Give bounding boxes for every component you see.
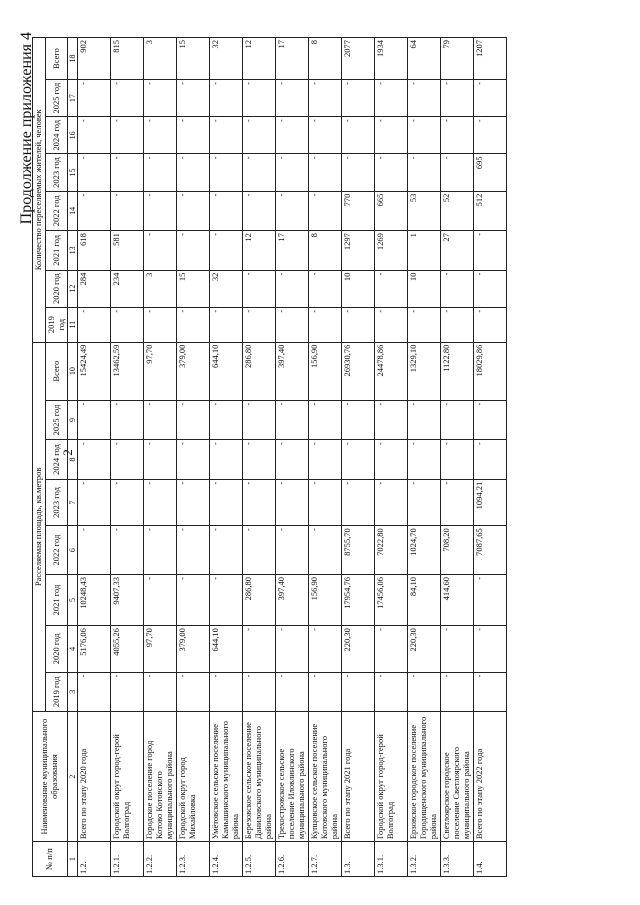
area-value: - [78, 479, 111, 525]
header-people-year: 2023 год [45, 154, 68, 191]
people-value: - [144, 231, 177, 271]
area-value: 7022,80 [375, 526, 408, 575]
people-total: 815 [111, 38, 144, 80]
people-value: - [375, 270, 408, 307]
people-value: - [78, 80, 111, 117]
area-value: - [309, 479, 342, 525]
people-total: 64 [408, 38, 441, 80]
people-value: 27 [441, 231, 474, 271]
table-row [441, 38, 474, 877]
row-number: 1.3.1. [375, 842, 408, 877]
header-people-year: 2020 год [45, 270, 68, 307]
area-value: 220,30 [408, 626, 441, 672]
area-value: 9407,33 [111, 574, 144, 625]
area-value: 8755,70 [342, 526, 375, 575]
area-value: - [177, 440, 210, 480]
area-value: - [441, 440, 474, 480]
table-row [243, 38, 276, 877]
people-value: - [276, 117, 309, 154]
people-value: - [78, 154, 111, 191]
municipality-name: Всего по этапу 2020 года [78, 712, 111, 842]
area-value: - [375, 672, 408, 712]
people-value: - [342, 307, 375, 342]
people-value: - [375, 80, 408, 117]
column-number: 8 [68, 440, 78, 480]
header-area-year: 2020 год [45, 626, 68, 672]
people-value: - [441, 307, 474, 342]
area-value: - [177, 574, 210, 625]
area-value: - [78, 526, 111, 575]
header-area-total: Всего [45, 342, 68, 400]
area-value: 397,40 [276, 574, 309, 625]
header-area-year: 2019 год [45, 672, 68, 712]
people-value: - [177, 154, 210, 191]
area-total: 13462,59 [111, 342, 144, 400]
column-number: 10 [68, 342, 78, 400]
people-value: - [243, 117, 276, 154]
people-value: - [177, 307, 210, 342]
area-value: - [408, 400, 441, 440]
people-value: - [309, 270, 342, 307]
area-value: - [375, 479, 408, 525]
people-value: - [111, 117, 144, 154]
area-value: 97,70 [144, 626, 177, 672]
column-number: 13 [68, 231, 78, 271]
area-value: 644,10 [210, 626, 243, 672]
column-number: 11 [68, 307, 78, 342]
people-value: - [408, 117, 441, 154]
area-value: - [177, 672, 210, 712]
area-value: - [243, 672, 276, 712]
people-value: 1 [408, 231, 441, 271]
area-value: - [78, 672, 111, 712]
people-value: - [243, 307, 276, 342]
column-number: 16 [68, 117, 78, 154]
area-value: - [144, 526, 177, 575]
header-people-year: 2019 год [45, 307, 68, 342]
area-value: - [408, 672, 441, 712]
people-value: 10 [342, 270, 375, 307]
area-value: - [309, 440, 342, 480]
people-value: - [408, 154, 441, 191]
area-value: - [408, 440, 441, 480]
people-value: 3 [144, 270, 177, 307]
area-total: 26930,76 [342, 342, 375, 400]
municipality-name: Городской округ город-герой Волгоград [375, 712, 408, 842]
area-total: 156,90 [309, 342, 342, 400]
area-total: 24478,86 [375, 342, 408, 400]
header-area-group: Расселяемая площадь, кв.метров [33, 342, 46, 711]
row-number: 1.2.6. [276, 842, 309, 877]
municipality-name: Березовское сельское поселение Даниловского муниципального района [243, 712, 276, 842]
people-value: 52 [441, 191, 474, 231]
people-value: 618 [78, 231, 111, 271]
people-value: 234 [111, 270, 144, 307]
column-number: 3 [68, 672, 78, 712]
people-value: - [177, 80, 210, 117]
area-value: - [210, 440, 243, 480]
area-total: 18029,86 [474, 342, 507, 400]
people-total: 15 [177, 38, 210, 80]
area-value: - [342, 479, 375, 525]
area-value: - [474, 574, 507, 625]
area-value: - [309, 672, 342, 712]
people-value: - [342, 154, 375, 191]
row-number: 1.2.7. [309, 842, 342, 877]
area-value: - [309, 626, 342, 672]
header-people-year: 2025 год [45, 80, 68, 117]
table-row [276, 38, 309, 877]
area-value: - [243, 479, 276, 525]
people-value: 1297 [342, 231, 375, 271]
people-value: - [309, 307, 342, 342]
area-value: - [276, 400, 309, 440]
header-people-year: 2024 год [45, 117, 68, 154]
area-value: - [177, 400, 210, 440]
people-total: 3 [144, 38, 177, 80]
people-total: 32 [210, 38, 243, 80]
area-value: - [375, 400, 408, 440]
municipality-name: Городское поселение город Котово Котовского муниципального района [144, 712, 177, 842]
people-value: - [111, 191, 144, 231]
people-value: - [210, 231, 243, 271]
area-value: - [441, 672, 474, 712]
row-number: 1.2.2. [144, 842, 177, 877]
municipality-name: Всего по этапу 2021 года [342, 712, 375, 842]
area-value: - [111, 672, 144, 712]
table-row [78, 38, 111, 877]
people-value: - [474, 270, 507, 307]
people-value: 1269 [375, 231, 408, 271]
row-number: 1.2.4. [210, 842, 243, 877]
people-value: - [375, 117, 408, 154]
header-people-total: Всего [45, 38, 68, 80]
people-value: - [78, 307, 111, 342]
people-value: - [177, 117, 210, 154]
area-value: - [111, 400, 144, 440]
people-value: 53 [408, 191, 441, 231]
municipality-name: Трехостровское сельское поселение Иловлинского муниципального района [276, 712, 309, 842]
people-value: - [144, 191, 177, 231]
area-value: - [276, 479, 309, 525]
area-value: - [210, 672, 243, 712]
people-value: - [78, 117, 111, 154]
people-total: 79 [441, 38, 474, 80]
area-total: 15424,49 [78, 342, 111, 400]
area-value: - [309, 526, 342, 575]
header-area-year: 2023 год [45, 479, 68, 525]
row-number: 1.3.2. [408, 842, 441, 877]
people-value: - [210, 80, 243, 117]
row-number: 1.2.1. [111, 842, 144, 877]
area-value: - [474, 440, 507, 480]
people-value: - [474, 117, 507, 154]
people-value: - [111, 154, 144, 191]
people-value: - [144, 307, 177, 342]
people-total: 1207 [474, 38, 507, 80]
people-value: - [441, 270, 474, 307]
area-value: - [144, 479, 177, 525]
people-value: 15 [177, 270, 210, 307]
header-people-year: 2022 год [45, 191, 68, 231]
table-row [474, 38, 507, 877]
table-row [210, 38, 243, 877]
header-area-year: 2025 год [45, 400, 68, 440]
area-value: - [276, 626, 309, 672]
area-value: - [342, 440, 375, 480]
area-value: - [276, 672, 309, 712]
area-value: - [474, 626, 507, 672]
people-value: - [276, 80, 309, 117]
people-value: - [309, 117, 342, 154]
people-value: - [408, 307, 441, 342]
column-number: 4 [68, 626, 78, 672]
people-value: 770 [342, 191, 375, 231]
column-number: 1 [68, 842, 78, 877]
resettlement-table [32, 37, 507, 877]
area-value: - [342, 672, 375, 712]
people-value: - [177, 191, 210, 231]
area-value: 5176,06 [78, 626, 111, 672]
area-value: - [243, 440, 276, 480]
area-value: - [177, 526, 210, 575]
area-value: - [111, 526, 144, 575]
people-value: - [276, 270, 309, 307]
people-value: 581 [111, 231, 144, 271]
people-total: 8 [309, 38, 342, 80]
people-total: 17 [276, 38, 309, 80]
column-number: 15 [68, 154, 78, 191]
area-value: - [408, 479, 441, 525]
people-value: - [111, 80, 144, 117]
area-value: - [210, 574, 243, 625]
area-value: 7087,65 [474, 526, 507, 575]
area-value: - [441, 626, 474, 672]
column-numbers-row [68, 38, 78, 877]
people-value: - [474, 231, 507, 271]
column-number: 2 [68, 712, 78, 842]
people-value: - [408, 80, 441, 117]
people-value: - [375, 307, 408, 342]
area-total: 1329,10 [408, 342, 441, 400]
municipality-name: Всего по этапу 2022 года [474, 712, 507, 842]
column-number: 9 [68, 400, 78, 440]
area-value: - [210, 526, 243, 575]
area-value: - [342, 400, 375, 440]
area-total: 644,10 [210, 342, 243, 400]
table-row [375, 38, 408, 877]
header-area-year: 2024 год [45, 440, 68, 480]
row-number: 1.2.3. [177, 842, 210, 877]
people-value: - [144, 117, 177, 154]
municipality-name: Светлоярское городское поселение Светлоярского муниципального района [441, 712, 474, 842]
header-people-group: Количество переселяемых жителей, человек [33, 38, 46, 343]
area-value: 17456,06 [375, 574, 408, 625]
row-number: 1.4. [474, 842, 507, 877]
area-total: 286,80 [243, 342, 276, 400]
area-value: - [144, 574, 177, 625]
area-value: 708,20 [441, 526, 474, 575]
people-value: 17 [276, 231, 309, 271]
area-value: 1024,70 [408, 526, 441, 575]
people-value: 10 [408, 270, 441, 307]
people-value: - [243, 154, 276, 191]
area-value: - [441, 479, 474, 525]
area-value: - [276, 440, 309, 480]
area-value: 4055,26 [111, 626, 144, 672]
people-value: - [243, 270, 276, 307]
table-row [144, 38, 177, 877]
area-value: - [210, 479, 243, 525]
area-value: - [78, 440, 111, 480]
table-row [342, 38, 375, 877]
area-value: - [243, 400, 276, 440]
people-value: - [441, 154, 474, 191]
area-total: 397,40 [276, 342, 309, 400]
people-value: - [309, 191, 342, 231]
area-value: 10248,43 [78, 574, 111, 625]
area-value: - [474, 400, 507, 440]
people-value: 8 [309, 231, 342, 271]
people-value: - [210, 117, 243, 154]
people-total: 902 [78, 38, 111, 80]
people-value: - [243, 191, 276, 231]
area-value: - [474, 672, 507, 712]
table-body [78, 38, 507, 877]
area-value: - [375, 440, 408, 480]
people-value: - [309, 154, 342, 191]
people-value: 695 [474, 154, 507, 191]
people-value: 665 [375, 191, 408, 231]
table-row [408, 38, 441, 877]
area-value: - [375, 626, 408, 672]
header-area-year: 2022 год [45, 526, 68, 575]
municipality-name: Умётовское сельское поселение Камышинского муниципального района [210, 712, 243, 842]
area-value: 414,60 [441, 574, 474, 625]
area-value: - [78, 400, 111, 440]
municipality-name: Ерзовское городское поселение Городищенского муниципального района [408, 712, 441, 842]
page-number: 2 [60, 449, 75, 456]
area-value: 156,90 [309, 574, 342, 625]
people-value: - [210, 154, 243, 191]
area-value: 379,00 [177, 626, 210, 672]
people-value: 32 [210, 270, 243, 307]
table-row [309, 38, 342, 877]
column-number: 6 [68, 526, 78, 575]
area-value: - [111, 479, 144, 525]
area-value: - [144, 672, 177, 712]
people-value: - [342, 117, 375, 154]
header-name: Наименование муниципального образования [33, 712, 68, 842]
area-value: - [243, 626, 276, 672]
people-value: - [144, 154, 177, 191]
area-value: 17954,76 [342, 574, 375, 625]
people-value: - [210, 191, 243, 231]
people-total: 12 [243, 38, 276, 80]
row-number: 1.2. [78, 842, 111, 877]
column-number: 7 [68, 479, 78, 525]
area-total: 379,00 [177, 342, 210, 400]
people-total: 2077 [342, 38, 375, 80]
area-total: 97,70 [144, 342, 177, 400]
area-value: - [111, 440, 144, 480]
area-value: 1094,21 [474, 479, 507, 525]
people-value: - [276, 307, 309, 342]
people-value: 512 [474, 191, 507, 231]
people-value: 284 [78, 270, 111, 307]
area-value: 84,10 [408, 574, 441, 625]
row-number: 1.3. [342, 842, 375, 877]
table-row [177, 38, 210, 877]
municipality-name: Купцовское сельское поселение Котовского муниципального района [309, 712, 342, 842]
people-value: - [276, 191, 309, 231]
column-number: 14 [68, 191, 78, 231]
area-value: - [144, 400, 177, 440]
municipality-name: Городской округ город Михайловка [177, 712, 210, 842]
column-number: 12 [68, 270, 78, 307]
table-row [111, 38, 144, 877]
area-value: 220,30 [342, 626, 375, 672]
people-value: - [375, 154, 408, 191]
people-value: 12 [243, 231, 276, 271]
area-value: - [210, 400, 243, 440]
people-value: - [144, 80, 177, 117]
people-value: - [474, 80, 507, 117]
people-value: - [210, 307, 243, 342]
area-total: 1122,80 [441, 342, 474, 400]
appendix-title: Продолжение приложения 4 [18, 32, 35, 225]
area-value: - [309, 400, 342, 440]
people-value: - [276, 154, 309, 191]
column-number: 17 [68, 80, 78, 117]
people-value: - [474, 307, 507, 342]
header-no: № п/п [33, 842, 68, 877]
people-value: - [441, 80, 474, 117]
header-area-year: 2021 год [45, 574, 68, 625]
area-value: - [177, 479, 210, 525]
area-value: 286,80 [243, 574, 276, 625]
header-people-year: 2021 год [45, 231, 68, 271]
people-value: - [441, 117, 474, 154]
column-number: 18 [68, 38, 78, 80]
people-total: 1934 [375, 38, 408, 80]
row-number: 1.3.3. [441, 842, 474, 877]
area-value: - [243, 526, 276, 575]
people-value: - [342, 80, 375, 117]
people-value: - [243, 80, 276, 117]
row-number: 1.2.5. [243, 842, 276, 877]
people-value: - [177, 231, 210, 271]
column-number: 5 [68, 574, 78, 625]
people-value: - [111, 307, 144, 342]
area-value: - [441, 400, 474, 440]
area-value: - [144, 440, 177, 480]
area-value: - [276, 526, 309, 575]
people-value: - [309, 80, 342, 117]
municipality-name: Городской округ город-герой Волгоград [111, 712, 144, 842]
people-value: - [78, 191, 111, 231]
